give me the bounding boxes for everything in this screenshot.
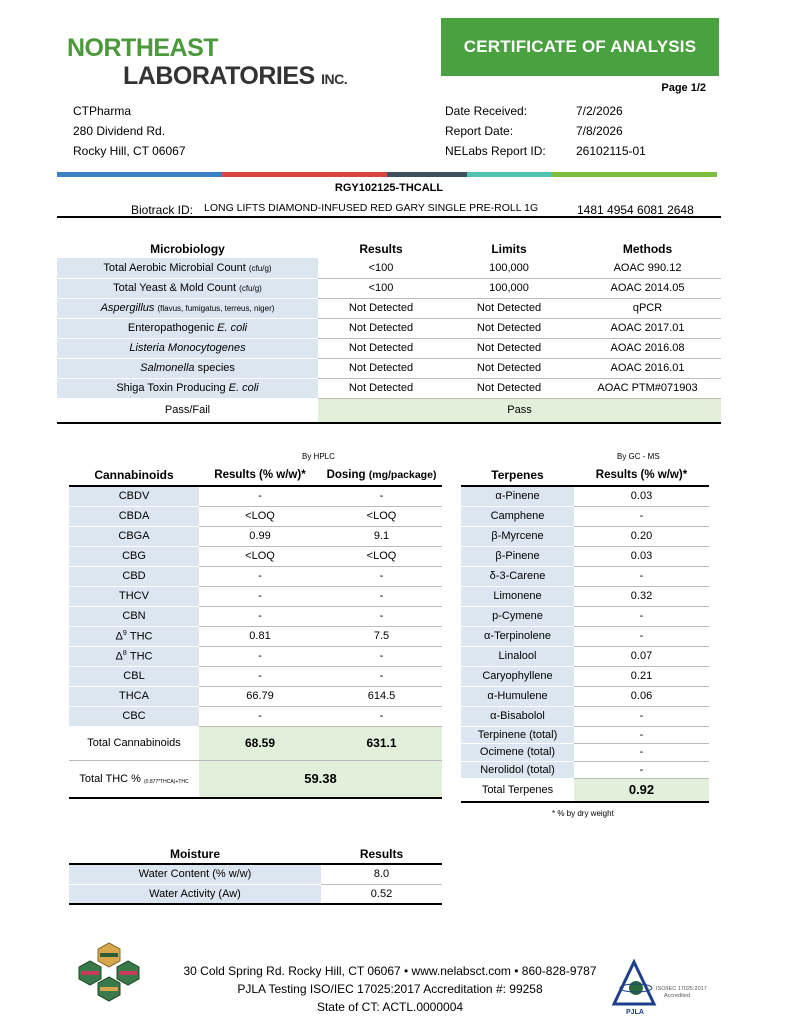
col-header: Methods xyxy=(622,242,673,256)
table-row xyxy=(69,546,442,566)
col-header: Results xyxy=(359,242,403,256)
pjla-text: PJLA xyxy=(626,1009,644,1016)
col-header: Results (% w/w)* xyxy=(595,468,688,481)
dosing-cell: - xyxy=(321,586,442,606)
dosing-cell: <LOQ xyxy=(321,506,442,526)
terpene-name: α-Bisabolol xyxy=(461,706,574,726)
dosing-cell: 614.5 xyxy=(321,686,442,706)
method-cell: AOAC 2017.01 xyxy=(574,318,721,338)
method-cell: AOAC PTM#071903 xyxy=(574,378,721,398)
total-cannabinoids-label: Total Cannabinoids xyxy=(69,726,199,760)
logo-inc: INC. xyxy=(321,71,348,87)
table-row xyxy=(461,626,709,646)
terpene-name: Camphene xyxy=(461,506,574,526)
table-row xyxy=(461,586,709,606)
limit-cell: 100,000 xyxy=(444,278,574,298)
total-terpenes-label: Total Terpenes xyxy=(461,779,574,802)
moisture-table xyxy=(69,844,442,905)
page-number: Page 1/2 xyxy=(661,82,706,94)
terpene-name: Terpinene (total) xyxy=(461,726,574,744)
test-unit: (cfu/g) xyxy=(239,284,262,293)
result-cell: - xyxy=(199,646,321,666)
table-header xyxy=(461,466,709,486)
result-cell: - xyxy=(199,606,321,626)
result-cell: - xyxy=(574,626,709,646)
dosing-cell: <LOQ xyxy=(321,546,442,566)
result-cell: - xyxy=(574,761,709,779)
col-header: Limits xyxy=(491,242,527,256)
result-cell: 66.79 xyxy=(199,686,321,706)
terpene-name: p-Cymene xyxy=(461,606,574,626)
dosing-cell: - xyxy=(321,486,442,506)
table-row xyxy=(69,566,442,586)
col-header: Results (% w/w)* xyxy=(214,468,306,481)
table-row xyxy=(461,686,709,706)
table-row xyxy=(69,666,442,686)
cannabinoid-sup: 8 xyxy=(122,649,127,657)
client-name: CTPharma xyxy=(73,104,132,118)
certification-badges-icon xyxy=(76,941,142,1011)
table-row xyxy=(57,278,721,298)
method-cell: AOAC 2016.01 xyxy=(574,358,721,378)
report-id-label: NELabs Report ID: xyxy=(445,144,546,158)
color-bar-segment xyxy=(467,172,552,177)
result-cell: <100 xyxy=(318,258,444,278)
result-cell: - xyxy=(574,566,709,586)
cannabinoid-name: CBG xyxy=(69,546,199,566)
table-row xyxy=(461,726,709,744)
terpene-name: α-Pinene xyxy=(461,486,574,506)
result-cell: - xyxy=(574,744,709,762)
footer-address: 30 Cold Spring Rd. Rocky Hill, CT 06067 • www.nelabsct.com • 860-828-9787 xyxy=(183,964,597,978)
date-received: 7/2/2026 xyxy=(576,104,623,118)
color-bar-segment xyxy=(387,172,467,177)
method-cell: AOAC 2014.05 xyxy=(574,278,721,298)
footer-accreditation: PJLA Testing ISO/IEC 17025:2017 Accreditation #: 99258 xyxy=(237,982,543,996)
result-cell: - xyxy=(574,506,709,526)
microbiology-table xyxy=(57,236,721,424)
col-header: Moisture xyxy=(169,847,220,861)
report-id: 26102115-01 xyxy=(576,144,646,158)
cannabinoid-name: THCA xyxy=(69,686,199,706)
table-header xyxy=(57,236,721,258)
limit-cell: 100,000 xyxy=(444,258,574,278)
result-cell: 8.0 xyxy=(321,864,442,884)
result-cell: Not Detected xyxy=(318,338,444,358)
client-address1: 280 Dividend Rd. xyxy=(73,124,166,138)
terpene-name: Ocimene (total) xyxy=(461,744,574,762)
report-date-label: Report Date: xyxy=(445,124,514,138)
table-header xyxy=(69,844,442,864)
moisture-name: Water Content (% w/w) xyxy=(69,864,321,884)
cannabinoid-name: THCV xyxy=(69,586,199,606)
cannabinoid-name: CBC xyxy=(69,706,199,726)
result-cell: - xyxy=(574,706,709,726)
test-name: Total Yeast & Mold Count xyxy=(113,282,237,294)
result-cell: 0.32 xyxy=(574,586,709,606)
test-unit: (cfu/g) xyxy=(248,263,272,273)
test-unit: (flavus, fumigatus, terreus, niger) xyxy=(157,304,275,313)
total-thc-row xyxy=(69,760,442,798)
col-header-unit: (mg/package) xyxy=(368,468,437,481)
dosing-cell: 7.5 xyxy=(321,626,442,646)
result-cell: 0.21 xyxy=(574,666,709,686)
client-address2: Rocky Hill, CT 06067 xyxy=(73,144,186,158)
table-row xyxy=(461,526,709,546)
dosing-cell: - xyxy=(321,666,442,686)
table-row xyxy=(461,566,709,586)
terpene-name: α-Terpinolene xyxy=(461,626,574,646)
result-cell: Not Detected xyxy=(318,318,444,338)
terpene-name: α-Humulene xyxy=(461,686,574,706)
total-thc-label: Total THC % xyxy=(79,772,141,785)
product-name: LONG LIFTS DIAMOND-INFUSED RED GARY SINGLE PRE-ROLL 1G xyxy=(204,202,539,214)
biotrack-number: 1481 4954 6081 2648 xyxy=(577,203,694,217)
dosing-cell: - xyxy=(321,606,442,626)
terpene-name: β-Myrcene xyxy=(461,526,574,546)
limit-cell: Not Detected xyxy=(444,318,574,338)
table-row xyxy=(461,606,709,626)
result-cell: Not Detected xyxy=(318,378,444,398)
result-cell: - xyxy=(199,566,321,586)
limit-cell: Not Detected xyxy=(444,298,574,318)
biotrack-label: Biotrack ID: xyxy=(131,203,194,217)
cannabinoid-name: Δ xyxy=(115,630,123,643)
logo-line2: LABORATORIES xyxy=(123,62,315,90)
result-cell: 0.03 xyxy=(574,546,709,566)
terpene-name: Linalool xyxy=(461,646,574,666)
total-terpenes-value: 0.92 xyxy=(574,779,709,802)
result-cell: 0.06 xyxy=(574,686,709,706)
cannabinoid-suffix: THC xyxy=(126,650,153,663)
cannabinoid-name: CBDV xyxy=(69,486,199,506)
client-info xyxy=(73,101,186,161)
col-header: Microbiology xyxy=(150,242,225,256)
cannabinoid-name: CBN xyxy=(69,606,199,626)
terpene-name: β-Pinene xyxy=(461,546,574,566)
footer xyxy=(160,962,620,1016)
test-name: Aspergillus xyxy=(100,302,155,314)
report-info xyxy=(445,101,646,161)
result-cell: - xyxy=(199,706,321,726)
pjla-logo-icon xyxy=(612,958,712,1016)
pass-fail-label: Pass/Fail xyxy=(57,398,318,423)
pjla-accredited-text: Accredited xyxy=(664,993,690,999)
terpene-name: δ-3-Carene xyxy=(461,566,574,586)
result-cell: <100 xyxy=(318,278,444,298)
table-row xyxy=(69,706,442,726)
result-cell: <LOQ xyxy=(199,506,321,526)
cannabinoid-name: Δ xyxy=(115,650,123,663)
table-row xyxy=(57,298,721,318)
dosing-cell: - xyxy=(321,566,442,586)
table-row xyxy=(57,318,721,338)
table-row xyxy=(461,706,709,726)
method-cell: AOAC 990.12 xyxy=(574,258,721,278)
table-header xyxy=(69,466,442,486)
table-row xyxy=(461,486,709,506)
cannabinoid-name: CBGA xyxy=(69,526,199,546)
dosing-cell: - xyxy=(321,706,442,726)
color-bar-segment xyxy=(57,172,222,177)
total-cannabinoids-result: 68.59 xyxy=(199,726,321,760)
table-row xyxy=(69,646,442,666)
result-cell: - xyxy=(574,726,709,744)
table-row xyxy=(69,486,442,506)
test-suffix: species xyxy=(197,362,235,374)
total-thc-formula: (0.877*THCA)+THC xyxy=(144,778,189,785)
result-cell: 0.20 xyxy=(574,526,709,546)
pjla-iso-text: ISO/IEC 17025:2017 xyxy=(656,986,707,992)
test-name: Shiga Toxin Producing xyxy=(116,382,226,394)
terpene-name: Limonene xyxy=(461,586,574,606)
cannabinoid-suffix: THC xyxy=(126,630,153,643)
cannabinoid-sup: 9 xyxy=(122,629,127,637)
report-date: 7/8/2026 xyxy=(576,124,623,138)
result-cell: Not Detected xyxy=(318,298,444,318)
company-logo xyxy=(67,36,347,89)
cannabinoid-name: CBD xyxy=(69,566,199,586)
cannabinoid-name: CBDA xyxy=(69,506,199,526)
result-cell: 0.07 xyxy=(574,646,709,666)
footer-state-license: State of CT: ACTL.0000004 xyxy=(316,1000,464,1014)
date-received-label: Date Received: xyxy=(445,104,528,118)
method-cell: qPCR xyxy=(574,298,721,318)
result-cell: 0.52 xyxy=(321,884,442,904)
test-name: Total Aerobic Microbial Count xyxy=(103,261,246,274)
table-row xyxy=(461,546,709,566)
result-cell: 0.03 xyxy=(574,486,709,506)
biotrack-row xyxy=(57,198,721,218)
test-name: Enteropathogenic xyxy=(127,322,215,334)
color-bar-segment xyxy=(222,172,387,177)
table-row xyxy=(69,606,442,626)
table-row xyxy=(461,666,709,686)
table-row xyxy=(69,686,442,706)
table-row xyxy=(69,626,442,646)
table-row xyxy=(57,358,721,378)
pass-fail-value: Pass xyxy=(318,398,721,423)
gcms-note: By GC - MS xyxy=(617,452,660,461)
pass-fail-row xyxy=(57,398,721,423)
limit-cell: Not Detected xyxy=(444,358,574,378)
total-terpenes-row xyxy=(461,779,709,802)
method-cell: AOAC 2016.08 xyxy=(574,338,721,358)
table-row xyxy=(69,884,442,904)
table-row xyxy=(69,506,442,526)
logo-line1: NORTHEAST xyxy=(67,34,219,62)
table-row xyxy=(461,646,709,666)
col-header: Dosing xyxy=(326,468,366,481)
dry-weight-note: * % by dry weight xyxy=(552,809,614,818)
test-name: Listeria Monocytogenes xyxy=(129,342,246,354)
dosing-cell: - xyxy=(321,646,442,666)
result-cell: 0.99 xyxy=(199,526,321,546)
test-name: Salmonella xyxy=(140,362,195,374)
total-cannabinoids-dosing: 631.1 xyxy=(321,726,442,760)
table-row xyxy=(461,744,709,762)
table-row xyxy=(57,258,721,278)
result-cell: - xyxy=(199,586,321,606)
table-row xyxy=(69,526,442,546)
hplc-note: By HPLC xyxy=(302,452,335,461)
dosing-cell: 9.1 xyxy=(321,526,442,546)
cannabinoids-table xyxy=(69,466,442,799)
color-bar xyxy=(57,172,717,177)
result-cell: <LOQ xyxy=(199,546,321,566)
table-row xyxy=(57,378,721,398)
table-row xyxy=(69,586,442,606)
total-thc-value: 59.38 xyxy=(199,760,442,798)
test-organism: E. coli xyxy=(217,322,248,334)
result-cell: 0.81 xyxy=(199,626,321,646)
result-cell: Not Detected xyxy=(318,358,444,378)
moisture-name: Water Activity (Aw) xyxy=(69,884,321,904)
limit-cell: Not Detected xyxy=(444,378,574,398)
terpene-name: Caryophyllene xyxy=(461,666,574,686)
sample-id: RGY102125-THCALL xyxy=(334,182,444,194)
col-header: Results xyxy=(359,847,404,861)
table-row xyxy=(57,338,721,358)
result-cell: - xyxy=(574,606,709,626)
result-cell: - xyxy=(199,666,321,686)
col-header: Cannabinoids xyxy=(94,467,174,482)
total-cannabinoids-row xyxy=(69,726,442,760)
terpenes-table xyxy=(461,466,709,803)
terpene-name: Nerolidol (total) xyxy=(461,761,574,779)
color-bar-segment xyxy=(552,172,717,177)
result-cell: - xyxy=(199,486,321,506)
table-row xyxy=(69,864,442,884)
limit-cell: Not Detected xyxy=(444,338,574,358)
cannabinoid-name: CBL xyxy=(69,666,199,686)
table-row xyxy=(461,506,709,526)
table-row xyxy=(461,761,709,779)
test-organism: E. coli xyxy=(228,382,259,394)
document-title: CERTIFICATE OF ANALYSIS xyxy=(441,18,719,76)
col-header: Terpenes xyxy=(491,467,544,482)
